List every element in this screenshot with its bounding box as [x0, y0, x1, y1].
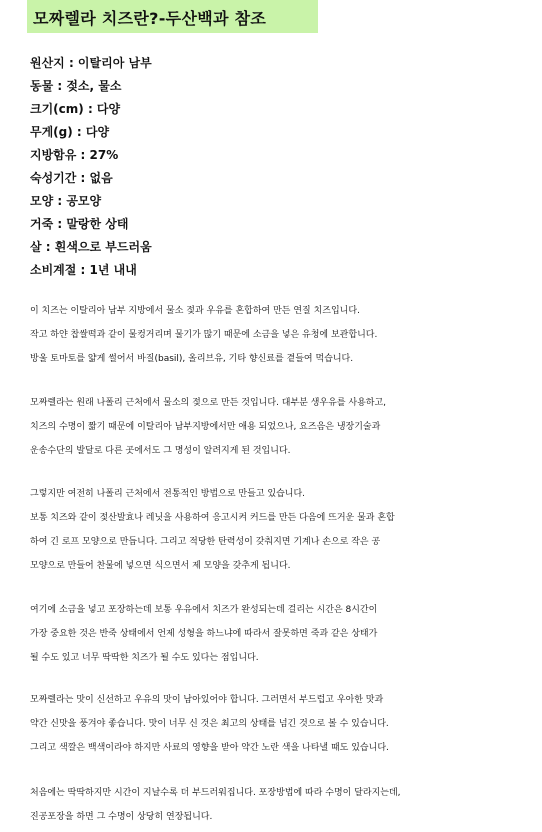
- fact-size: 크기(cm) : 다양: [30, 102, 121, 116]
- paragraph-line: 그렇지만 여전히 나폴리 근처에서 전통적인 방법으로 만들고 있습니다.: [30, 489, 306, 499]
- paragraph-line: 치즈의 수명이 짧기 때문에 이탈리아 남부지방에서만 애용 되었으나, 요즈음은 냉장기술과: [30, 422, 381, 432]
- paragraph-storage: [30, 784, 542, 832]
- paragraph-line: 모짜렐라는 맛이 신선하고 우유의 맛이 남아있어야 합니다. 그러면서 부드럽고 우아한 맛과: [30, 695, 384, 705]
- paragraph-line: 가장 중요한 것은 반죽 상태에서 언제 성형을 하느냐에 따라서 잘못하면 죽과 같은 상태가: [30, 629, 378, 639]
- fact-aging-period: 숙성기간 : 없음: [30, 171, 113, 185]
- paragraph-line: 될 수도 있고 너무 딱딱한 치즈가 될 수도 있다는 점입니다.: [30, 653, 259, 663]
- paragraph-line: 처음에는 딱딱하지만 시간이 지날수록 더 부드러워집니다. 포장방법에 따라 수명이 달라지는데,: [30, 788, 401, 798]
- paragraph-line: 약간 신맛을 풍겨야 좋습니다. 맛이 너무 신 것은 최고의 상태를 넘긴 것으로 볼 수 있습니다.: [30, 719, 389, 729]
- fact-rind: 거죽 : 말랑한 상태: [30, 217, 129, 231]
- paragraph-line: 작고 하얀 찹쌀떡과 같이 물컹거리며 물기가 많기 때문에 소금을 넣은 유청에 보관합니다.: [30, 330, 378, 340]
- paragraph-line: 이 치즈는 이탈리아 남부 지방에서 물소 젖과 우유를 혼합하여 만든 연질 치즈입니다.: [30, 306, 360, 316]
- fact-season: 소비계절 : 1년 내내: [30, 263, 137, 277]
- paragraph-line: 여기에 소금을 넣고 포장하는데 보통 우유에서 치즈가 완성되는데 걸리는 시간은 8시간이: [30, 605, 378, 615]
- fact-paste: 살 : 흰색으로 부드러움: [30, 240, 152, 254]
- paragraph-intro: [30, 302, 542, 374]
- paragraph-line: 보통 치즈와 같이 젖산발효나 레닛을 사용하여 응고시켜 커드를 만든 다음에 뜨거운 물과 혼합: [30, 513, 395, 523]
- paragraph-taste: [30, 691, 542, 763]
- fact-origin: 원산지 : 이탈리아 남부: [30, 56, 152, 70]
- paragraph-production: [30, 485, 542, 581]
- fact-shape: 모양 : 공모양: [30, 194, 102, 208]
- paragraph-line: 그리고 색깔은 백색이라야 하지만 사료의 영향을 받아 약간 노란 색을 나타낼 때도 있습니다.: [30, 743, 389, 753]
- paragraph-history: [30, 394, 542, 466]
- paragraph-line: 방울 토마토를 얇게 썰어서 바질(basil), 올리브유, 기타 향신료를 곁들여 먹습니다.: [30, 354, 354, 364]
- paragraph-line: 운송수단의 발달로 다른 곳에서도 그 명성이 알려지게 된 것입니다.: [30, 446, 291, 456]
- paragraph-line: 진공포장을 하면 그 수명이 상당히 연장됩니다.: [30, 812, 213, 822]
- fact-weight: 무게(g) : 다양: [30, 125, 110, 139]
- fact-animal: 동물 : 젖소, 물소: [30, 79, 122, 93]
- paragraph-packaging: [30, 601, 542, 673]
- paragraph-line: 모양으로 만들어 찬물에 넣으면 식으면서 제 모양을 갖추게 됩니다.: [30, 561, 291, 571]
- fact-fat-content: 지방함유 : 27%: [30, 148, 119, 162]
- paragraph-line: 모짜렐라는 원래 나폴리 근처에서 물소의 젖으로 만든 것입니다. 대부분 생우유를 사용하고,: [30, 398, 387, 408]
- paragraph-line: 하여 긴 로프 모양으로 만듭니다. 그리고 적당한 탄력성이 갖춰지면 기계나 손으로 작은 공: [30, 537, 381, 547]
- cheese-facts-list: [30, 54, 152, 284]
- page-title: 모짜렐라 치즈란?-두산백과 참조: [27, 0, 318, 33]
